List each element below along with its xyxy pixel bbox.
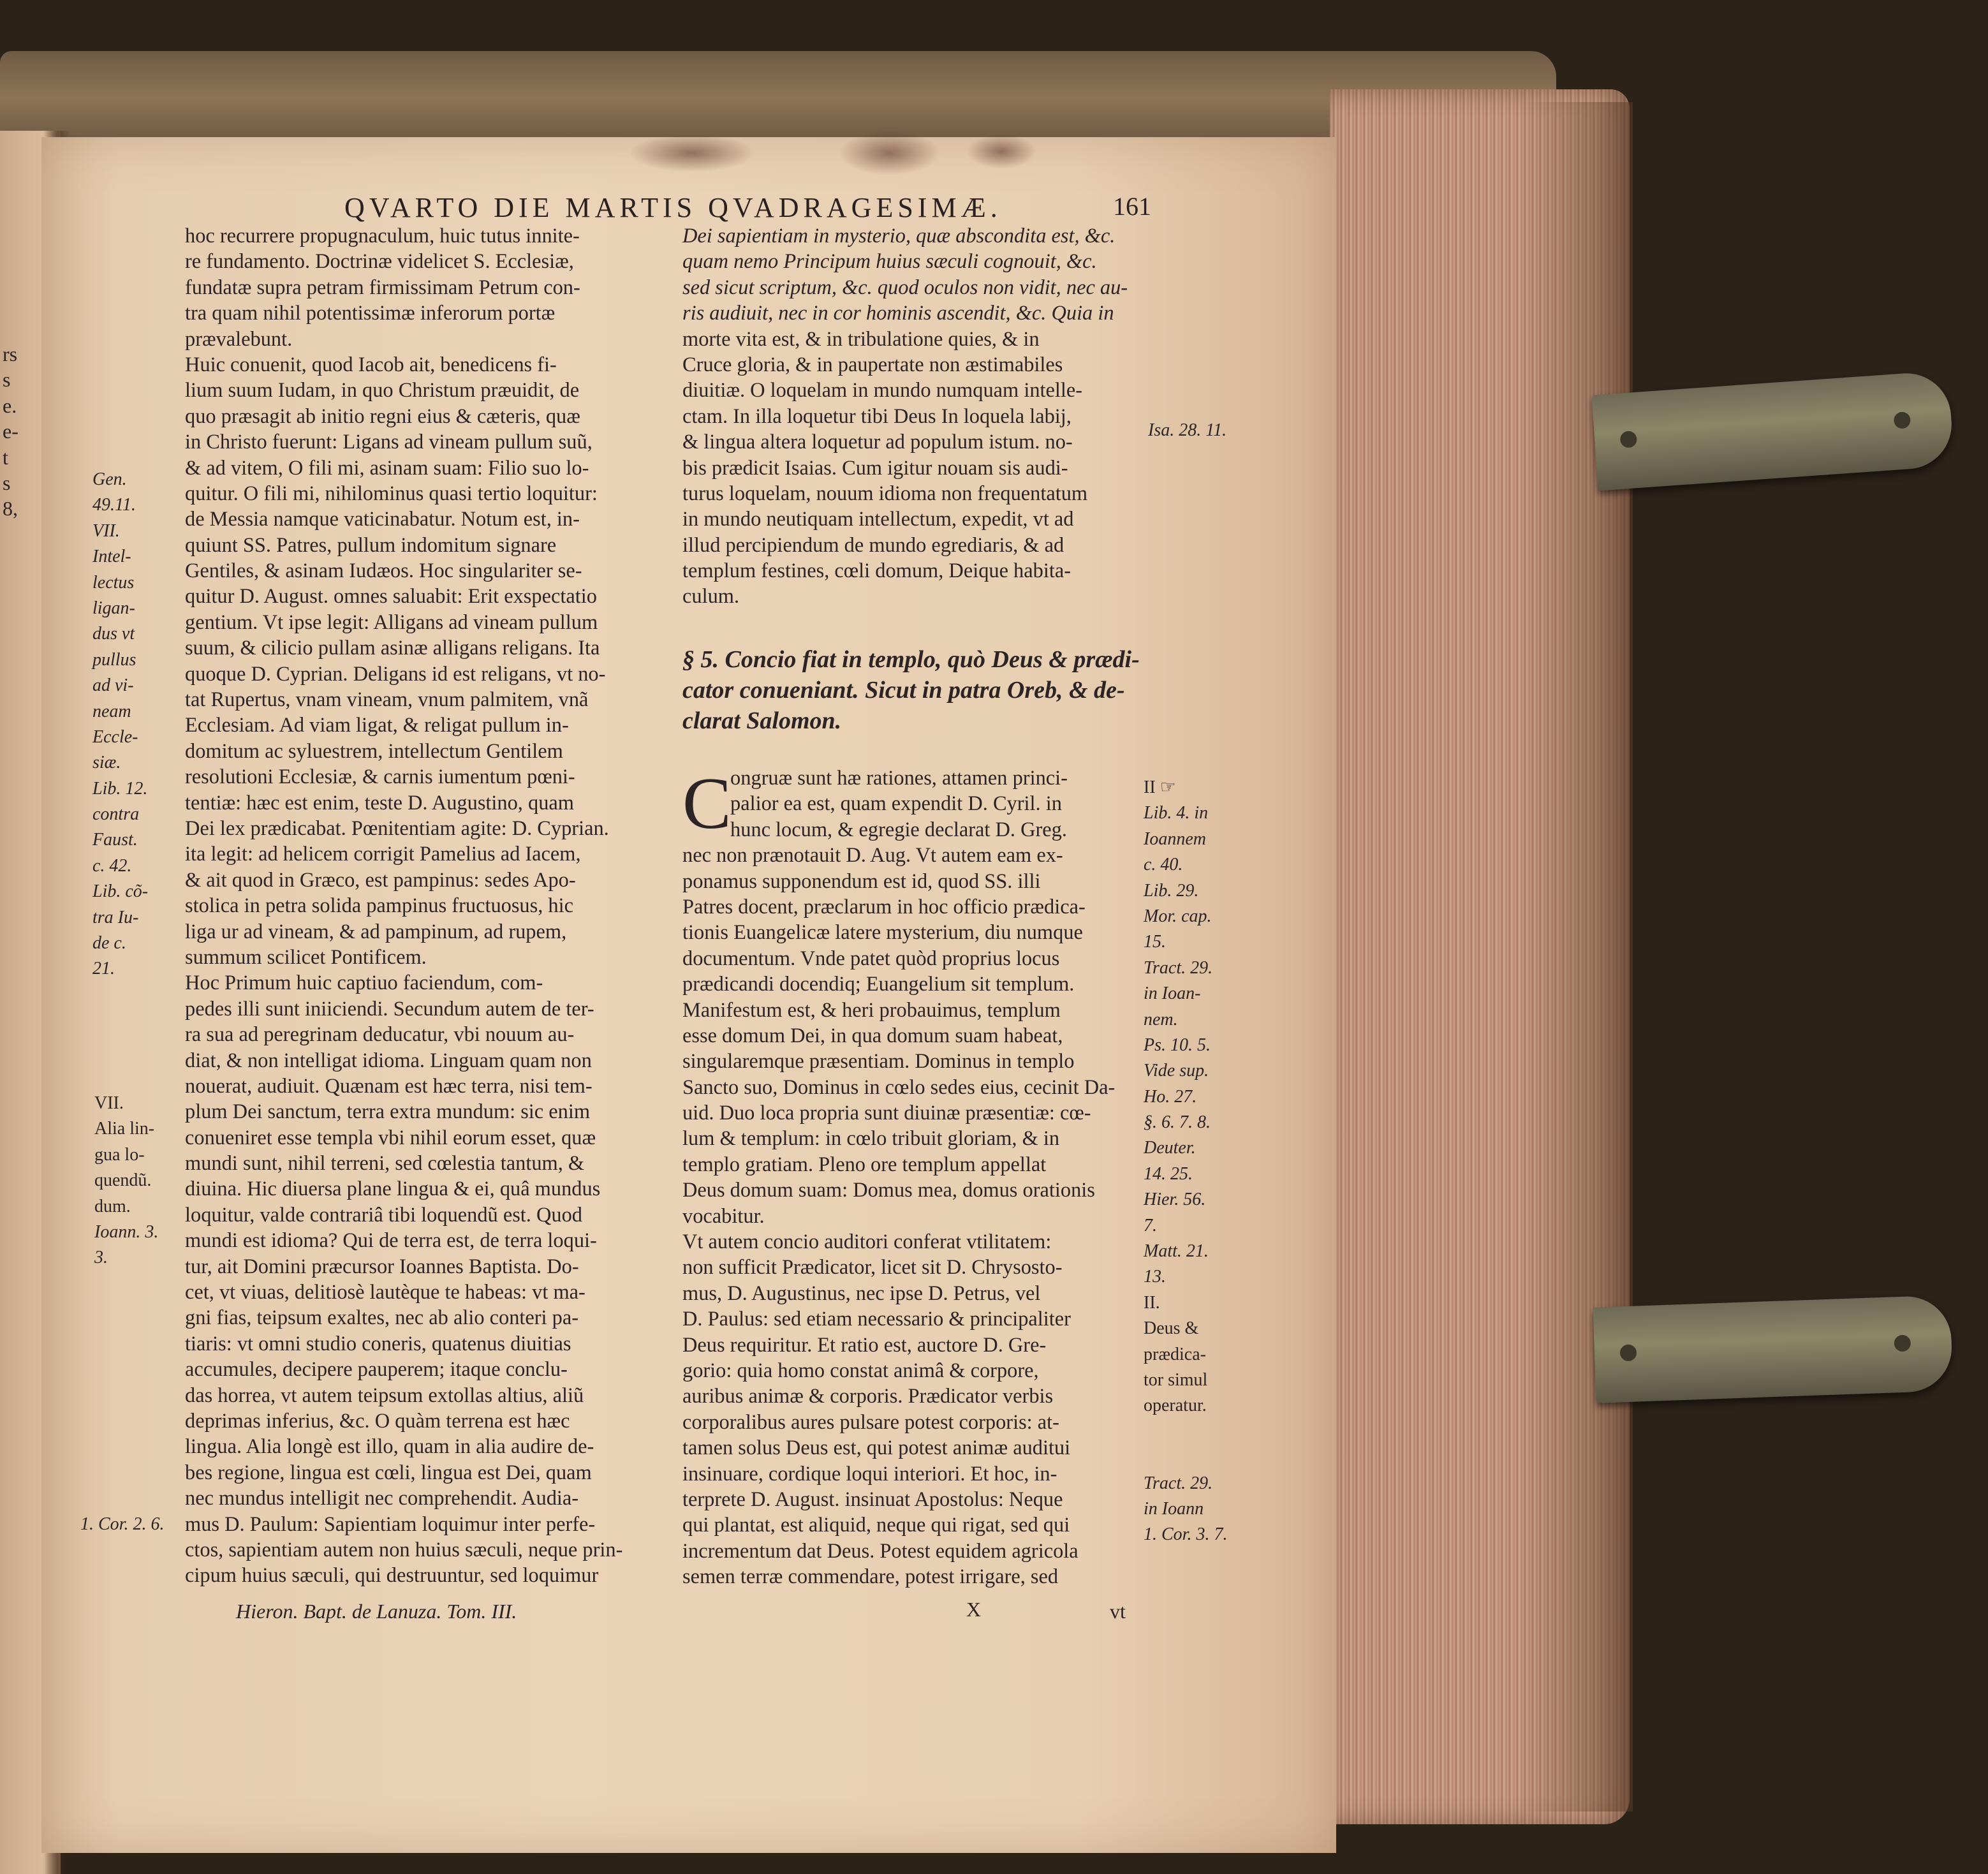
text-line: resolutioni Ecclesiæ, & carnis iumentum pœni- [185, 765, 575, 789]
text-line: re fundamento. Doctrinæ videlicet S. Ecclesiæ, [185, 250, 574, 274]
text-line: in mundo neutiquam intellectum, expedit, vt ad [682, 508, 1074, 531]
text-line: plum Dei sanctum, terra extra mundum: sic enim [185, 1100, 591, 1124]
text-line: deprimas inferius, &c. O quàm terrena est hæc [185, 1409, 570, 1433]
margin-note: Deus & [1144, 1318, 1199, 1339]
margin-note: Lib. 29. [1144, 880, 1199, 901]
section-heading [682, 644, 1140, 736]
text-line: quitur D. August. omnes saluabit: Erit exspectatio [185, 585, 597, 609]
text-line: gorio: quia homo constat animâ & corpore, [682, 1359, 1039, 1382]
text-line: semen terræ commendare, potest irrigare, sed [682, 1565, 1059, 1589]
margin-note: in Ioan- [1144, 984, 1201, 1004]
book-cover-top [0, 51, 1556, 147]
margin-note: Vide sup. [1144, 1061, 1209, 1081]
text-line: Vt autem concio auditori conferat vtilitatem: [682, 1230, 1052, 1254]
text-line: illud percipiendum de mundo egrediaris, & ad [682, 533, 1064, 557]
margin-note: tra Iu- [92, 907, 139, 927]
text-line: Dei sapientiam in mysterio, quæ abscondita est, &c. [682, 225, 1115, 247]
text-line: Gentiles, & asinam Iudæos. Hoc singulariter se- [185, 559, 582, 583]
text-line: ponamus supponendum est id, quod SS. illi [682, 869, 1041, 893]
text-line: ris audiuit, nec in cor hominis ascendit, &c. Quia in [682, 302, 1114, 325]
text-line: in Christo fuerunt: Ligans ad vineam pullum suũ, [185, 431, 593, 454]
margin-note: Ho. 27. [1144, 1086, 1197, 1107]
margin-note: 15. [1144, 932, 1166, 952]
left-margin-notes-2 [94, 1091, 158, 1271]
text-line: ctos, sapientiam autem non huius sæculi, neque prin- [185, 1538, 623, 1561]
clasp-rivet-icon [1894, 1334, 1911, 1352]
facing-page-text-fragments [3, 332, 18, 520]
edge-fragment: 8, [3, 497, 18, 520]
margin-note: prædica- [1144, 1344, 1206, 1364]
text-line: turus loquelam, nouum idioma non frequentatum [682, 482, 1088, 505]
margin-note: ligan- [92, 598, 135, 618]
text-line: palior ea est, quam expendit D. Cyril. in [730, 792, 1062, 816]
clasp-rivet-icon [1893, 411, 1911, 429]
text-line: Ecclesiam. Ad viam ligat, & religat pullum in- [185, 714, 569, 737]
text-line: tentiæ: hæc est enim, teste D. Augustino, quam [185, 791, 574, 815]
text-line: ongruæ sunt hæ rationes, attamen princi- [730, 767, 1068, 790]
text-line: suum, & cilicio pullam asinæ alligans religans. Ita [185, 637, 600, 660]
text-line: quiunt SS. Patres, pullum indomitum signare [185, 533, 557, 557]
margin-note: operatur. [1144, 1396, 1207, 1416]
text-line: domitum ac syluestrem, intellectum Gentilem [185, 739, 563, 763]
text-line: diat, & non intelligat idioma. Linguam quam non [185, 1049, 592, 1072]
drop-capital: C [682, 763, 732, 844]
margin-note: Matt. 21. [1144, 1241, 1209, 1262]
text-line: & lingua altera loquetur ad populum istum. no- [682, 431, 1073, 454]
edge-fragment: rs [3, 343, 18, 365]
margin-note: Gen. [92, 469, 127, 489]
text-line: lingua. Alia longè est illo, quam in alia audire de- [185, 1435, 594, 1459]
margin-note: Alia lin- [94, 1119, 155, 1139]
text-line: Sancto suo, Dominus in cœlo sedes eius, cecinit Da- [682, 1075, 1115, 1099]
margin-note: Tract. 29. [1144, 957, 1213, 978]
margin-note: Faust. [92, 830, 138, 850]
metal-clasp-bottom [1593, 1295, 1954, 1403]
margin-note: 14. 25. [1144, 1163, 1193, 1184]
text-line: lium suum Iudam, in quo Christum præuidit, de [185, 379, 580, 402]
margin-note: 49.11. [92, 495, 136, 515]
text-line: mus D. Paulum: Sapientiam loquimur inter perfe- [185, 1512, 596, 1536]
text-line: documentum. Vnde patet quòd proprius locus [682, 947, 1060, 970]
text-line: hoc recurrere propugnaculum, huic tutus innite- [185, 225, 580, 247]
margin-note: Ioann. 3. [94, 1221, 159, 1242]
margin-note: siæ. [92, 753, 121, 773]
page-number: 161 [1113, 192, 1151, 221]
text-line: das horrea, vt autem teipsum extollas altius, aliũ [185, 1383, 584, 1407]
clasp-rivet-icon [1620, 1344, 1637, 1361]
text-line: quitur. O fili mi, nihilominus quasi tertio loquitur: [185, 482, 598, 505]
author-line: Hieron. Bapt. de Lanuza. Tom. III. [236, 1600, 517, 1623]
text-line: Hoc Primum huic captiuo faciendum, com- [185, 971, 543, 995]
margin-note: Ioannem [1144, 829, 1206, 849]
text-line: singularemque præsentiam. Dominus in templo [682, 1050, 1075, 1073]
text-line: culum. [682, 585, 740, 609]
text-line: gentium. Vt ipse legit: Alligans ad vineam pullum [185, 610, 598, 634]
text-line: prædicandi docendiq; Euangelium sit templum. [682, 973, 1075, 996]
text-line: nec non prænotauit D. Aug. Vt autem eam ex- [682, 844, 1063, 867]
metal-clasp-top [1591, 371, 1954, 491]
text-line: Manifestum est, & heri probauimus, templum [682, 998, 1061, 1022]
margin-note [1144, 1419, 1227, 1445]
margin-note: nem. [1144, 1009, 1178, 1029]
margin-note: c. 40. [1144, 855, 1183, 875]
text-line: D. Paulus: sed etiam necessario & principaliter [682, 1308, 1071, 1331]
margin-note: Ps. 10. 5. [1144, 1035, 1211, 1055]
text-line: mundi est idioma? Qui de terra est, de terra loqui- [185, 1229, 597, 1253]
text-line: Patres docent, præclarum in hoc officio prædica- [682, 895, 1086, 919]
margin-note: pullus [92, 649, 136, 670]
margin-note: II. [1144, 1292, 1160, 1313]
text-line: tra quam nihil potentissimæ inferorum portæ [185, 302, 556, 325]
margin-note: 3. [94, 1248, 108, 1268]
text-line: conueniret esse templa vbi nihil eorum esset, quæ [185, 1126, 596, 1149]
text-line: hunc locum, & egregie declarat D. Greg. [730, 818, 1067, 841]
text-line: diuitiæ. O loquelam in mundo numquam intelle- [682, 379, 1083, 402]
edge-fragment: t [3, 445, 8, 469]
edge-fragment: s [3, 368, 11, 392]
margin-note: Eccle- [92, 727, 138, 747]
margin-note: Mor. cap. [1144, 906, 1212, 926]
text-line: diuina. Hic diuersa plane lingua & ei, quâ mundus [185, 1177, 601, 1201]
catchword: vt [1110, 1600, 1126, 1623]
text-line: fundatæ supra petram firmissimam Petrum con- [185, 276, 580, 299]
margin-note: tor simul [1144, 1369, 1208, 1390]
margin-note: dum. [94, 1196, 131, 1216]
text-line: Deus requiritur. Et ratio est, auctore D. Gre- [682, 1333, 1047, 1357]
text-line: de Messia namque vaticinabatur. Notum est, in- [185, 508, 580, 531]
text-line: quo præsagit ab initio regni eius & cæteris, quæ [185, 404, 580, 428]
text-line: quam nemo Principum huius sæculi cognouit, &c. [682, 250, 1097, 274]
margin-note: 1. Cor. 3. 7. [1144, 1524, 1228, 1545]
text-line: templo gratiam. Pleno ore templum appellat [682, 1153, 1047, 1176]
edge-fragment: s [3, 471, 11, 494]
left-margin-notes [92, 467, 148, 982]
margin-note: Intel- [92, 547, 131, 567]
text-line: cet, vt viuas, delitiosè lautèque te habeas: vt ma- [185, 1281, 585, 1304]
margin-note: gua lo- [94, 1144, 145, 1165]
text-line: Deus domum suam: Domus mea, domus orationis [682, 1179, 1095, 1202]
text-line: liga ur ad vineam, & ad pampinum, ad rupem, [185, 920, 567, 943]
text-line: esse domum Dei, in qua domum suam habeat, [682, 1024, 1063, 1047]
margin-note: Deuter. [1144, 1138, 1196, 1158]
text-line: pedes illi sunt iniiciendi. Secundum autem de ter- [185, 997, 594, 1021]
left-margin-notes-3 [80, 1512, 164, 1537]
text-line: auribus animæ & corporis. Prædicator verbis [682, 1385, 1054, 1408]
text-line: Cruce gloria, & in paupertate non æstimabiles [682, 353, 1063, 376]
text-line: nouerat, audiuit. Quænam est hæc terra, nisi tem- [185, 1074, 593, 1098]
text-line: Dei lex prædicabat. Pœnitentiam agite: D. Cyprian. [185, 816, 609, 840]
text-line: tamen solus Deus est, qui potest animæ auditui [682, 1436, 1071, 1460]
text-line: insinuare, cordique loqui interiori. Et hoc, in- [682, 1462, 1057, 1486]
margin-note: dus vt [92, 624, 135, 644]
text-line: sed sicut scriptum, &c. quod oculos non vidit, nec au- [682, 276, 1128, 299]
text-line: ita legit: ad helicem corrigit Pamelius ad Iacem, [185, 843, 581, 866]
right-margin-note-top [1148, 418, 1226, 443]
margin-note: in Ioann [1144, 1498, 1204, 1519]
margin-note: II ☞ [1144, 778, 1176, 797]
heading-line: § 5. Concio fiat in templo, quò Deus & prædi- [682, 646, 1140, 673]
margin-note: quendũ. [94, 1170, 152, 1191]
text-line: terprete D. August. insinuat Apostolus: Neque [682, 1487, 1063, 1511]
text-line: tat Rupertus, vnam vineam, vnum palmitem, vnã [185, 688, 589, 712]
text-line: templum festines, cœli domum, Deique habita- [682, 559, 1071, 583]
text-line: loquitur, valde contrariâ tibi loquendũ est. Quod [185, 1203, 582, 1227]
text-line: gni fias, teipsum exaltes, nec ab alio conteri pa- [185, 1306, 579, 1330]
left-text-column [185, 223, 622, 1589]
text-line: accumules, decipere pauperem; itaque conclu- [185, 1358, 568, 1382]
margin-note: neam [92, 701, 131, 721]
margin-note: 7. [1144, 1215, 1157, 1236]
margin-note: Tract. 29. [1144, 1473, 1213, 1493]
margin-note: ad vi- [92, 675, 134, 696]
text-line: summum scilicet Pontificem. [185, 945, 427, 969]
text-line: incrementum dat Deus. Potest equidem agricola [682, 1539, 1079, 1563]
text-line: quoque D. Cyprian. Deligans id est religans, vt no- [185, 662, 606, 686]
text-line: bes regione, lingua est cœli, lingua est Dei, quam [185, 1461, 592, 1484]
text-line: stolica in petra solida pampinus fructuosus, hic [185, 894, 574, 918]
margin-note: VII. [92, 520, 120, 541]
edge-fragment: e- [3, 420, 18, 443]
text-line: bis prædicit Isaias. Cum igitur nouam sis audi- [682, 456, 1068, 480]
text-line: prævalebunt. [185, 327, 293, 351]
margin-note: 21. [92, 959, 115, 979]
ink-stain [628, 134, 756, 172]
ink-stain [839, 131, 941, 175]
text-line: cipum huius sæculi, qui destruuntur, sed loquimur [185, 1564, 599, 1588]
margin-note: de c. [92, 933, 126, 954]
text-line: ctam. In illa loquetur tibi Deus In loquela labij, [682, 404, 1071, 428]
text-line: tionis Euangelicæ latere mysterium, diu numque [682, 921, 1083, 945]
margin-note: lectus [92, 572, 135, 593]
margin-note: 13. [1144, 1267, 1166, 1287]
ink-stain [966, 134, 1036, 169]
text-line: & ait quod in Græco, est pampinus: sedes Apo- [185, 868, 576, 892]
margin-note: Hier. 56. [1144, 1190, 1206, 1210]
text-line: nec mundus intelligit nec comprehendit. Audia- [185, 1487, 579, 1510]
text-line: mundi sunt, nihil terreni, sed cœlestia tantum, & [185, 1152, 585, 1176]
margin-note [1144, 1445, 1227, 1470]
text-line: vocabitur. [682, 1204, 765, 1228]
text-line: mus, D. Augustinus, nec ipse D. Petrus, vel [682, 1281, 1041, 1305]
margin-note: 1. Cor. 2. 6. [80, 1514, 165, 1534]
text-line: & ad vitem, O fili mi, asinam suam: Filio suo lo- [185, 456, 589, 480]
text-line: tiaris: vt omni studio coneris, quatenus diuitias [185, 1332, 571, 1355]
binding-shadow [1518, 102, 1633, 1811]
margin-note: Lib. 12. [92, 778, 148, 799]
signature-mark: X [966, 1598, 982, 1621]
margin-note: Isa. 28. 11. [1148, 420, 1227, 440]
margin-note: §. 6. 7. 8. [1144, 1112, 1211, 1133]
text-line: morte vita est, & in tribulatione quies, & in [682, 327, 1040, 351]
edge-fragment: e. [3, 394, 17, 417]
text-line: lum & templum: in cœlo tribuit gloriam, & in [682, 1127, 1060, 1151]
margin-note: Lib. 4. in [1144, 803, 1209, 823]
margin-note: contra [92, 804, 140, 825]
text-line: non sufficit Prædicator, licet sit D. Chrysosto- [682, 1256, 1063, 1280]
text-line: tur, ait Domini præcursor Ioannes Baptista. Do- [185, 1255, 579, 1278]
margin-note: VII. [94, 1093, 124, 1113]
text-line: corporalibus aures pulsare potest corporis: at- [682, 1410, 1059, 1434]
clasp-rivet-icon [1620, 431, 1638, 448]
text-line: Huic conuenit, quod Iacob ait, benedicens fi- [185, 353, 557, 376]
text-line: uid. Duo loca propria sunt diuinæ præsentiæ: cœ- [682, 1102, 1091, 1125]
right-text-column-body [682, 765, 1115, 1590]
margin-note: Lib. cõ- [92, 882, 149, 902]
running-title: QVARTO DIE MARTIS QVADRAGESIMÆ. [344, 192, 1002, 223]
heading-line: clarat Salomon. [682, 707, 842, 734]
text-line: ra sua ad peregrinam deducatur, vbi nouum au- [185, 1023, 575, 1047]
right-margin-notes [1144, 775, 1227, 1548]
heading-line: cator conueniant. Sicut in patra Oreb, & de- [682, 677, 1125, 704]
margin-note: c. 42. [92, 855, 132, 876]
text-line: qui plantat, est aliquid, neque qui rigat, sed qui [682, 1514, 1070, 1537]
right-text-column-top [682, 223, 1128, 610]
